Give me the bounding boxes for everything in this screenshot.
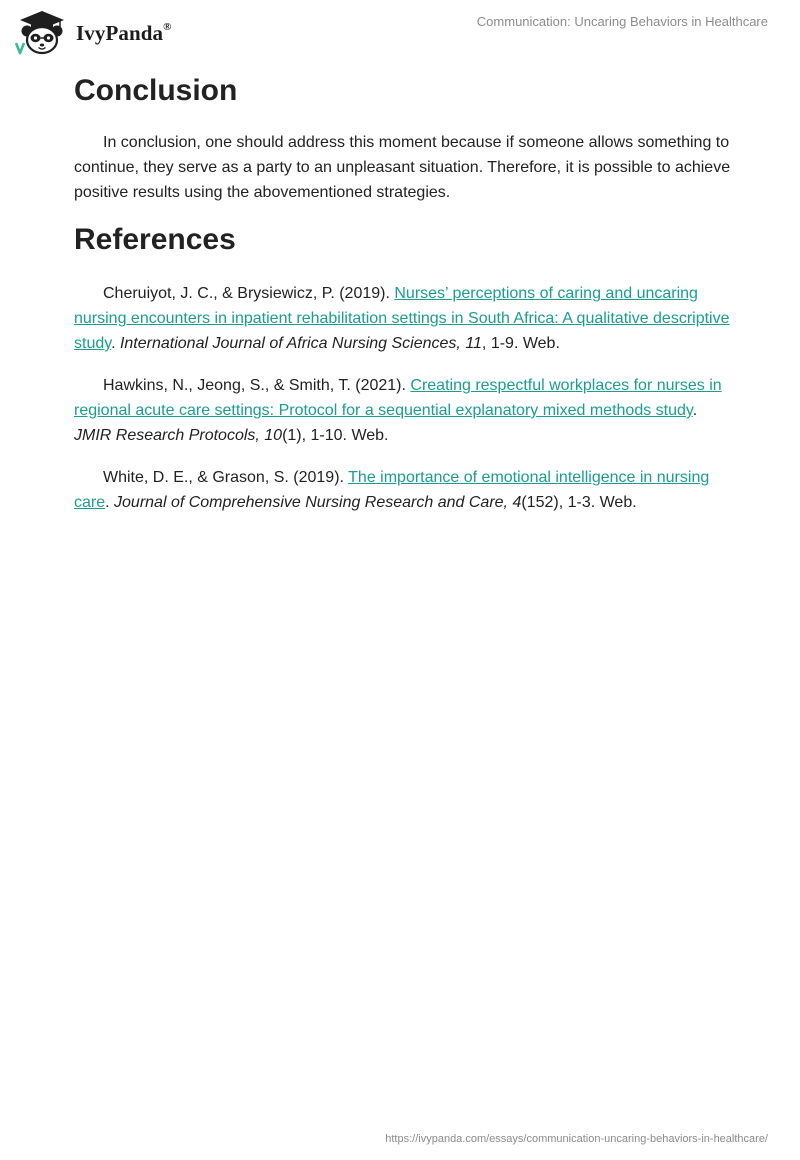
page-header xyxy=(0,0,800,64)
reference-entry: Cheruiyot, J. C., & Brysiewicz, P. (2019). Nurses’ perceptions of caring and uncaring nursing encounters in inpatient rehabilitation settings in South Africa: A qualitative descriptive study. International Journal of Africa Nursing Sciences, 11, 1-9. Web. xyxy=(74,285,730,352)
conclusion-paragraph: In conclusion, one should address this moment because if someone allows something to continue, they serve as a party to an unpleasant situation. Therefore, it is possible to achieve positive results using the abovementioned strategies. xyxy=(74,134,731,201)
footer-url[interactable]: https://ivypanda.com/essays/communication-uncaring-behaviors-in-healthcare/ xyxy=(385,1133,768,1145)
reference-journal: JMIR Research Protocols, 10 xyxy=(74,427,283,444)
document-title: Communication: Uncaring Behaviors in Healthcare xyxy=(476,14,768,29)
reference-journal: Journal of Comprehensive Nursing Research and Care, 4 xyxy=(114,494,522,511)
reference-link[interactable]: Nurses’ perceptions of caring and uncaring nursing encounters in inpatient rehabilitation settings in South Africa: A qualitative descriptive study xyxy=(74,285,730,352)
conclusion-heading: Conclusion xyxy=(74,74,238,107)
reference-journal: International Journal of Africa Nursing Sciences, 11 xyxy=(119,335,482,352)
reference-link[interactable]: Creating respectful workplaces for nurses in regional acute care settings: Protocol for a sequential explanatory mixed methods study xyxy=(74,377,722,419)
reference-entry: White, D. E., & Grason, S. (2019). The importance of emotional intelligence in nursing care. Journal of Comprehensive Nursing Research and Care, 4(152), 1-3. Web. xyxy=(74,469,710,511)
reference-link[interactable]: The importance of emotional intelligence in nursing care xyxy=(74,469,710,511)
ivypanda-logo[interactable] xyxy=(14,8,172,56)
reference-authors: Cheruiyot, J. C., & Brysiewicz, P. (2019). xyxy=(103,285,395,302)
reference-authors: Hawkins, N., Jeong, S., & Smith, T. (2021). xyxy=(103,377,411,394)
reference-authors: White, D. E., & Grason, S. (2019). xyxy=(103,469,349,486)
panda-graduate-icon xyxy=(14,9,70,55)
brand-name: IvyPanda® xyxy=(76,20,172,45)
reference-entry: Hawkins, N., Jeong, S., & Smith, T. (2021). Creating respectful workplaces for nurses in regional acute care settings: Protocol for a sequential explanatory mixed methods study. JMIR Research Protocols, 10(1), 1-10. Web. xyxy=(74,377,722,444)
references-heading: References xyxy=(74,223,236,256)
essay-content xyxy=(74,70,734,532)
